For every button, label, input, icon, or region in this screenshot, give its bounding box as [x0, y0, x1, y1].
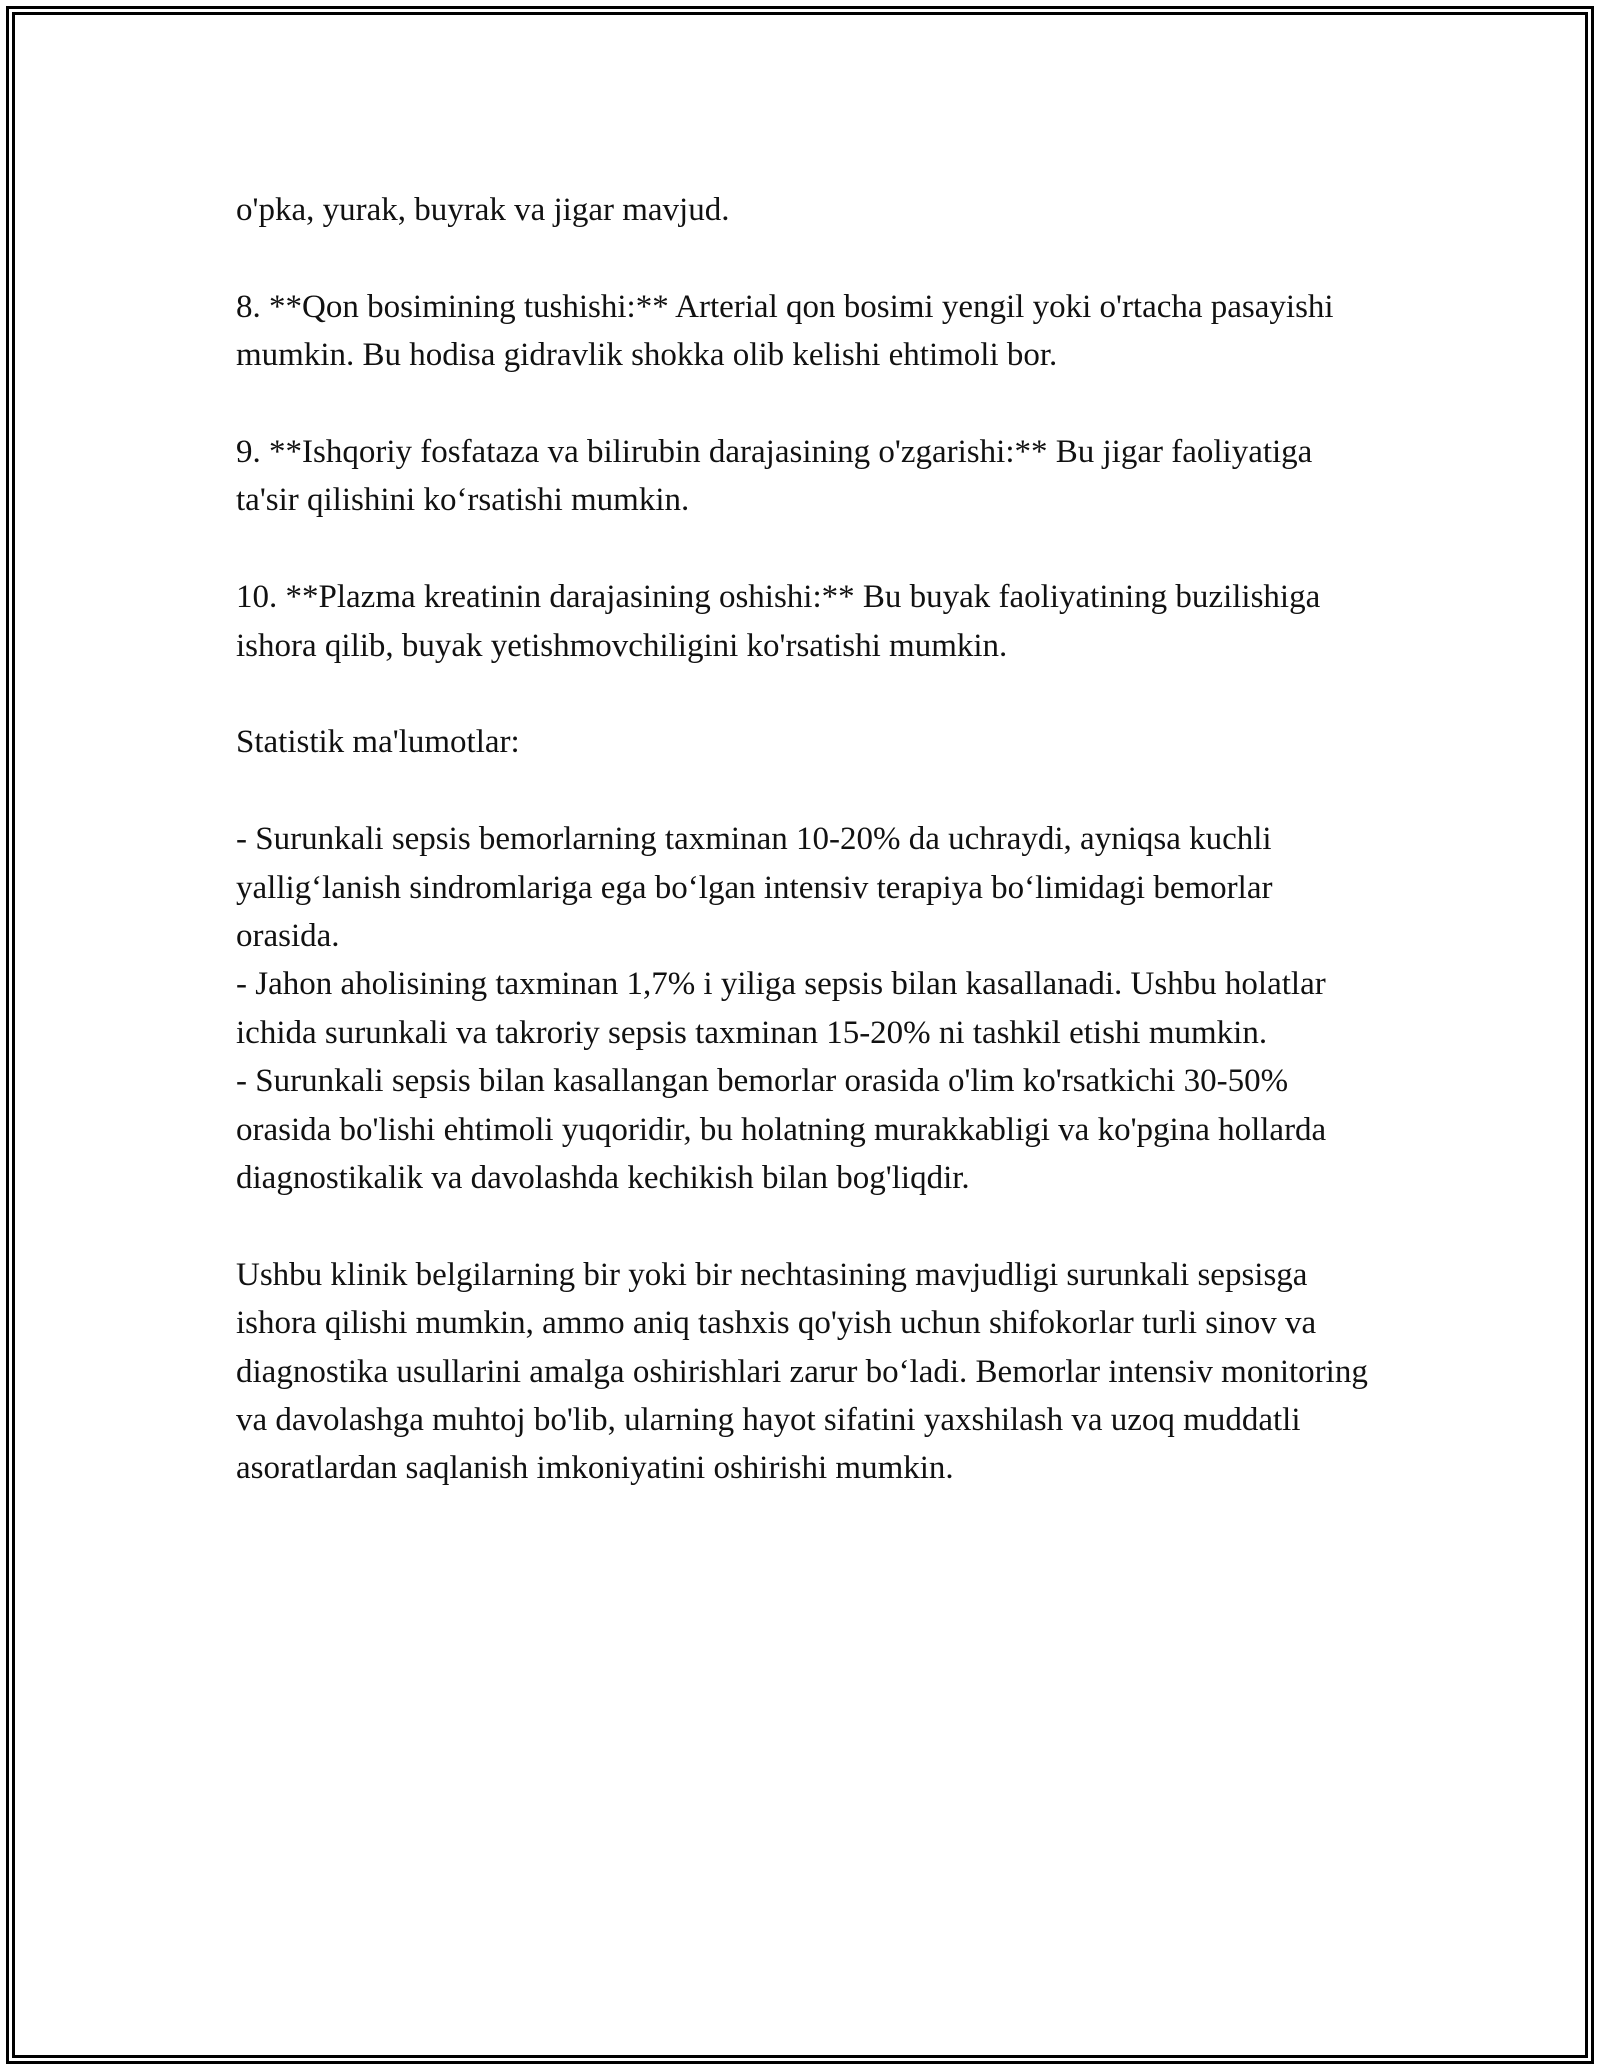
paragraph-item-10: 10. **Plazma kreatinin darajasining oshishi:** Bu buyak faoliyatining buzilishiga ishora qilib, buyak yetishmovchiligini ko'rsatishi mumkin.: [236, 579, 1321, 664]
paragraph-item-8: 8. **Qon bosimining tushishi:** Arterial qon bosimi yengil yoki o'rtacha pasayishi mumkin. Bu hodisa gidravlik shokka olib kelishi ehtimoli bor.: [236, 288, 1334, 374]
statistics-heading: Statistik ma'lumotlar:: [236, 724, 520, 761]
paragraph-organs: o'pka, yurak, buyrak va jigar mavjud.: [236, 192, 730, 228]
paragraph-conclusion: Ushbu klinik belgilarning bir yoki bir nechtasining mavjudligi surunkali sepsisga ishora qilishi mumkin, ammo aniq tashxis qo'yish uchun shifokorlar turli sinov va diagnostika usullarini amalga oshirishlari zarur bo‘ladi. Bemorlar intensiv monitoring va davolashga muhtoj bo'lib, ularning hayot sifatini yaxshilash va uzoq muddatli asoratlardan saqlanish imkoniyatini oshirishi mumkin.: [236, 1256, 1368, 1487]
statistics-bullet: - Surunkali sepsis bilan kasallangan bemorlar orasida o'lim ko'rsatkichi 30-50% orasida bo'lishi ehtimoli yuqoridir, bu holatning murakkabligi va ko'pgina hollarda diagnostikalik va davolashda kechikish bilan bog'liqdir.: [236, 1063, 1327, 1197]
document-body: [236, 186, 1376, 1493]
statistics-bullet: - Surunkali sepsis bemorlarning taxminan 10-20% da uchraydi, ayniqsa kuchli yallig‘lanish sindromlariga ega bo‘lgan intensiv terapiya bo‘limidagi bemorlar orasida.: [236, 821, 1273, 955]
statistics-bullet: - Jahon aholisining taxminan 1,7% i yiliga sepsis bilan kasallanadi. Ushbu holatlar ichida surunkali va takroriy sepsis taxminan 15-20% ni tashkil etishi mumkin.: [236, 966, 1326, 1051]
paragraph-item-9: 9. **Ishqoriy fosfataza va bilirubin darajasining o'zgarishi:** Bu jigar faoliyatiga ta'sir qilishini ko‘rsatishi mumkin.: [236, 434, 1313, 519]
